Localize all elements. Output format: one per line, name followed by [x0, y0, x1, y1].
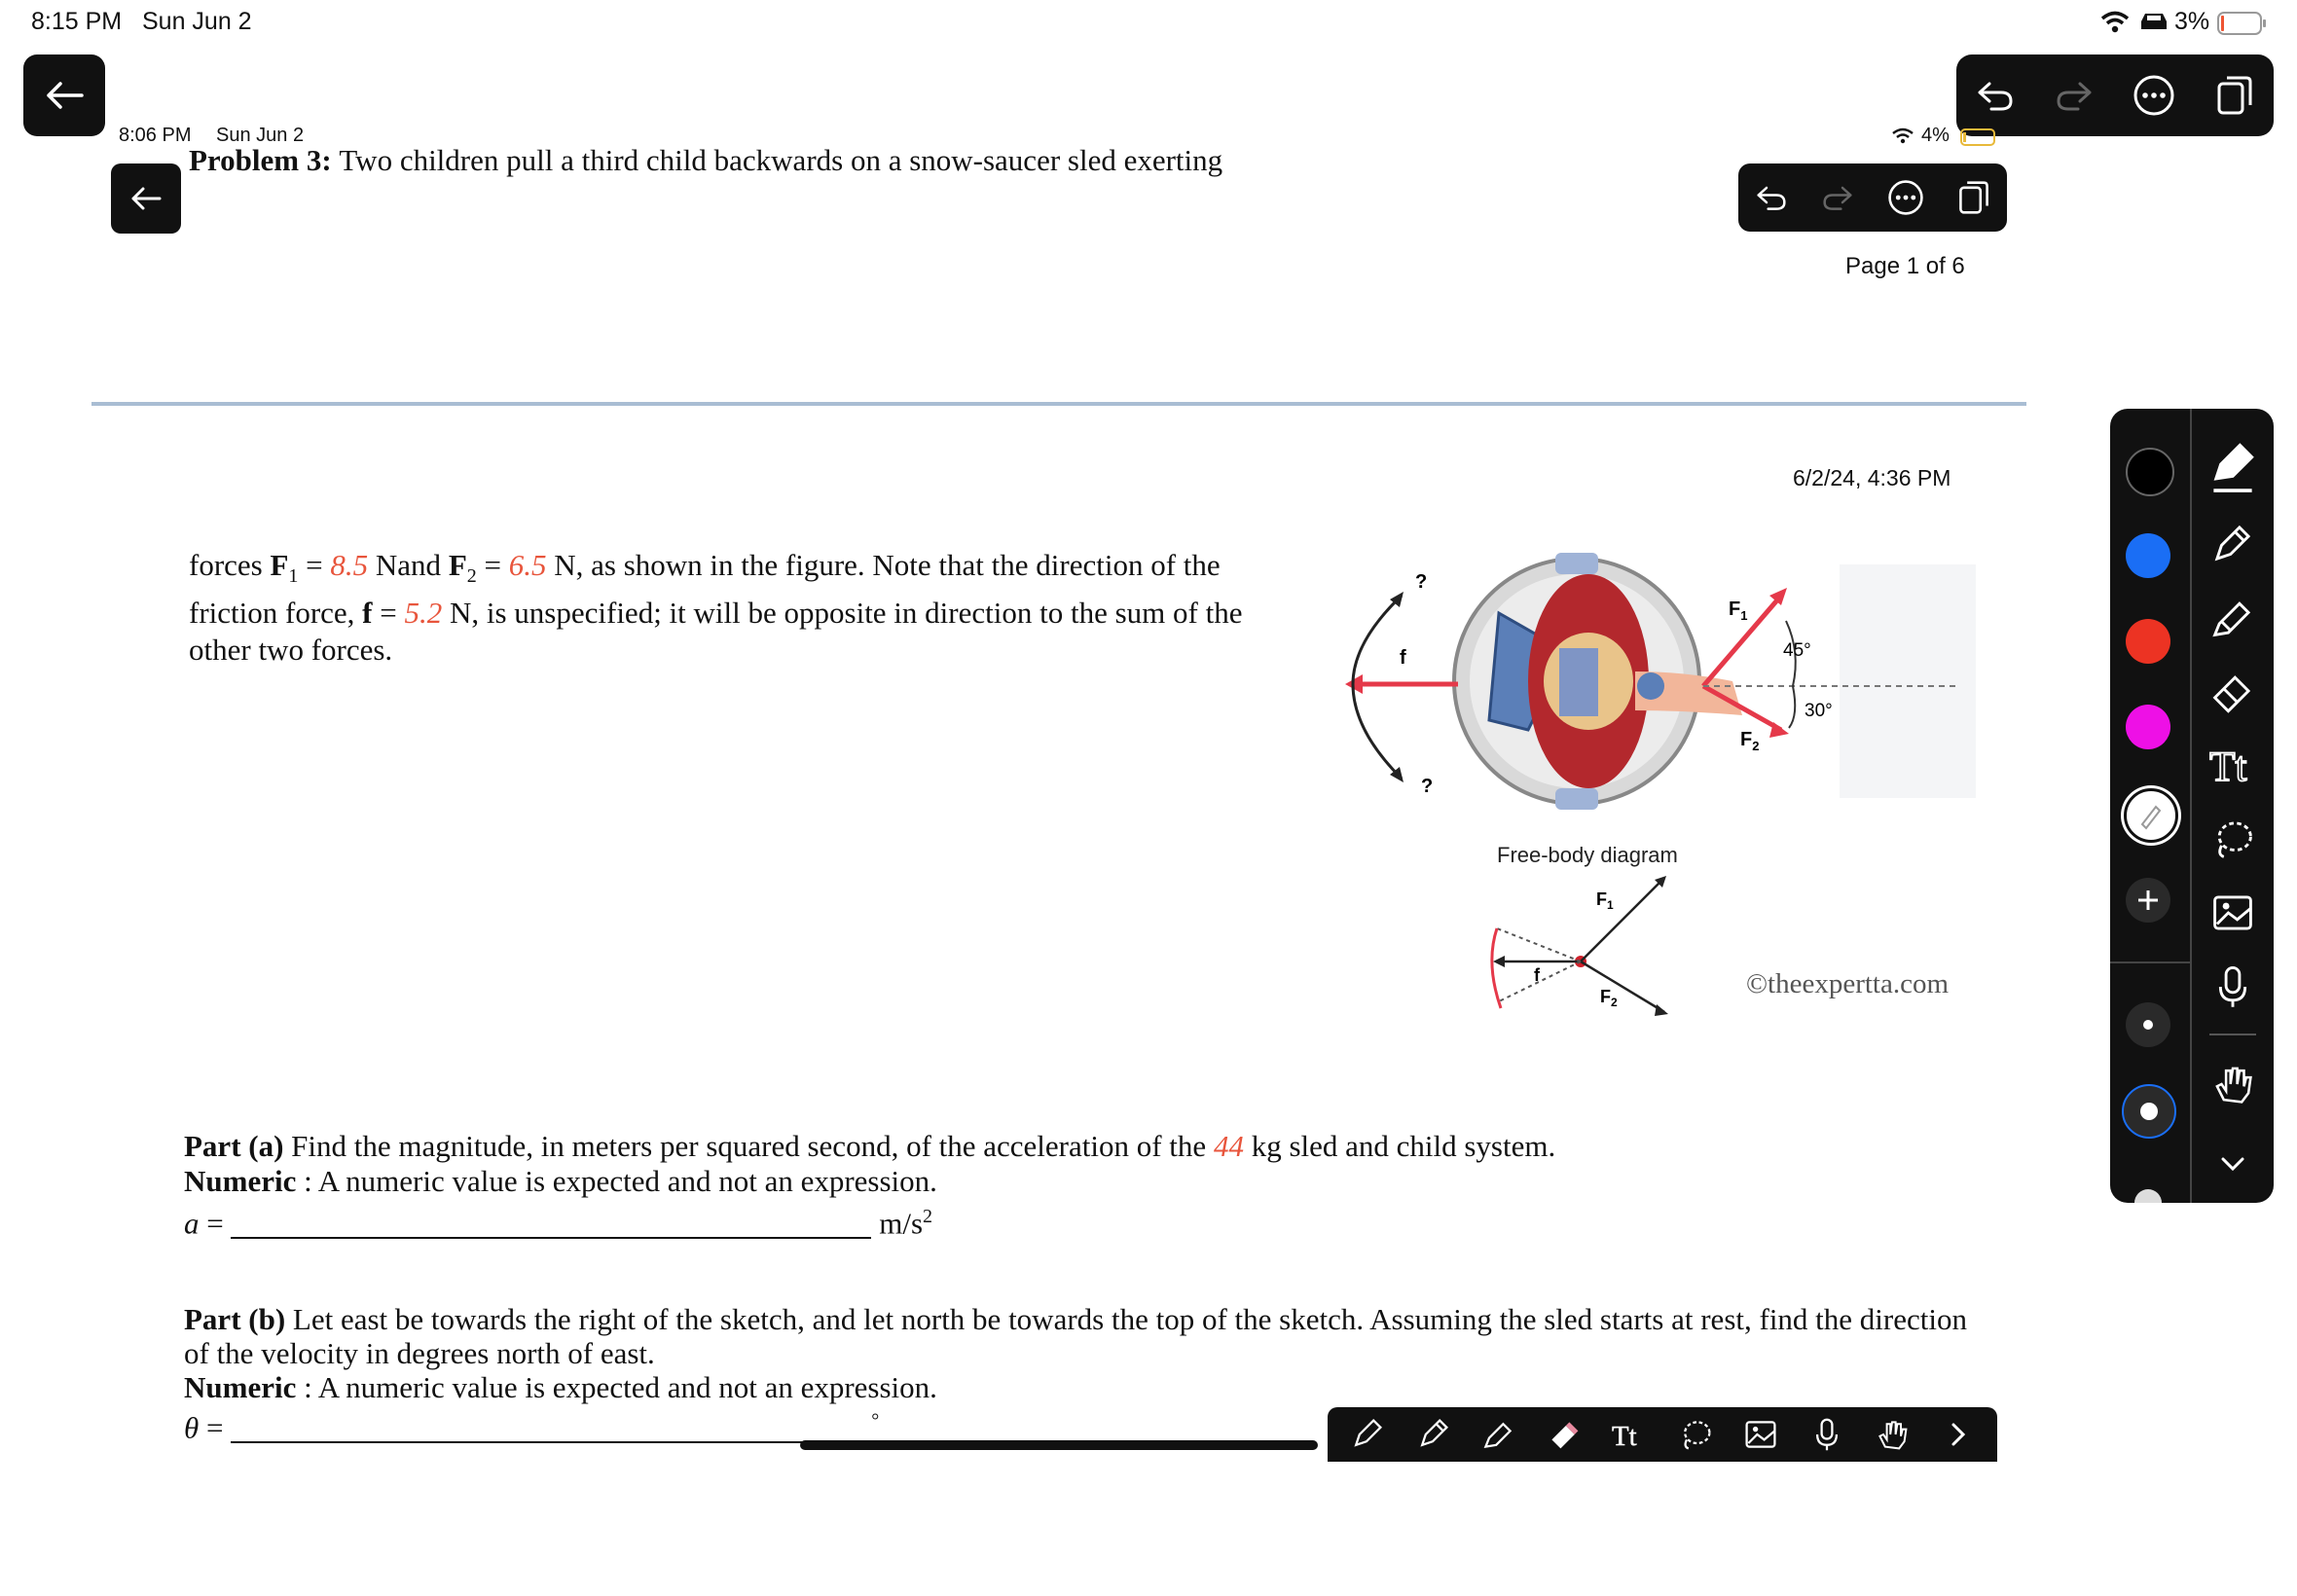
bottom-toolbar	[1328, 1407, 1997, 1462]
bottom-eraser-tool[interactable]	[1538, 1408, 1590, 1461]
bottom-pencil-tool[interactable]	[1406, 1408, 1459, 1461]
top-toolbar	[1956, 54, 2274, 136]
figure-label-q1: ?	[1415, 571, 1428, 593]
tool-palette	[2110, 409, 2274, 1203]
fbd-f2-arrow	[1581, 961, 1664, 1012]
fbd-label-F1: F	[1596, 889, 1607, 909]
wifi-icon	[2100, 10, 2130, 33]
lasso-tool[interactable]	[2204, 810, 2262, 868]
friction-value: 5.2	[404, 596, 443, 631]
fbd-label-F2: F	[1600, 987, 1611, 1006]
palette-color-divider	[2110, 961, 2190, 963]
home-indicator	[800, 1440, 1318, 1450]
plus-icon	[2126, 878, 2170, 923]
inner-back-button[interactable]	[111, 163, 181, 234]
status-time: 8:15 PM	[31, 8, 123, 35]
fbd-label-F2-sub: 2	[1611, 996, 1618, 1009]
inner-redo-button[interactable]	[1821, 183, 1854, 212]
color-blue[interactable]	[2126, 533, 2170, 578]
redo-button[interactable]	[2055, 78, 2094, 113]
chevron-down-icon[interactable]	[2204, 1135, 2262, 1193]
f2-value: 6.5	[508, 548, 547, 582]
fbd-f1-arrow	[1581, 878, 1664, 961]
part-a-numeric: Numeric : A numeric value is expected and not an expression.	[184, 1164, 937, 1198]
problem-text	[189, 547, 1242, 669]
car-icon	[2137, 10, 2170, 33]
svg-text:F1	[1596, 889, 1614, 912]
part-b-answer-row: θ = °	[184, 1410, 880, 1445]
fbd-label-F1-sub: 1	[1607, 898, 1614, 912]
inner-undo-button[interactable]	[1755, 183, 1788, 212]
bottom-highlighter-tool[interactable]	[1472, 1408, 1524, 1461]
page-indicator: Page 1 of 6	[1845, 253, 1965, 279]
mass-value: 44	[1213, 1129, 1244, 1163]
problem-intro: Two children pull a third child backwards on a snow-saucer sled exerting	[339, 143, 1223, 177]
part-b-numeric: Numeric : A numeric value is expected and not an expression.	[184, 1370, 937, 1404]
figure-angle-30: 30°	[1805, 701, 1833, 721]
problem-line-3: other two forces.	[189, 633, 393, 668]
inner-status-date: Sun Jun 2	[216, 125, 305, 146]
eraser-tool[interactable]	[2204, 662, 2262, 720]
part-a-question: Part (a) Find the magnitude, in meters per squared second, of the acceleration of the 44 kg sled and child system.	[184, 1129, 1556, 1163]
battery-icon	[2217, 12, 2268, 35]
sled-figure	[1333, 545, 1976, 1032]
problem-line-1: forces $F_1 = 8.5$ Nand $F_2 = 6.5$ N, as shown in the figure. Note that the direction of the	[189, 548, 1221, 588]
pen-mini-icon	[2127, 791, 2175, 840]
fbd-title: Free-body diagram	[1497, 843, 1678, 867]
answer-a-input[interactable]	[231, 1212, 871, 1239]
pages-button[interactable]	[2215, 74, 2254, 117]
figure-label-F1: F	[1729, 598, 1741, 620]
battery-percent: 3%	[2174, 8, 2210, 35]
inner-wifi-icon	[1892, 127, 1914, 144]
add-color-button[interactable]	[2126, 878, 2170, 923]
inner-battery-icon	[1960, 128, 1999, 146]
part-a	[184, 1129, 1555, 1241]
arrow-left-icon	[45, 81, 84, 110]
thickness-medium-selected[interactable]	[2122, 1084, 2176, 1139]
dot-medium-icon	[2124, 1086, 2174, 1137]
more-options-button[interactable]	[2133, 74, 2175, 117]
svg-text:F2	[1740, 729, 1759, 753]
watermark: ©theexpertta.com	[1746, 968, 1950, 999]
back-button[interactable]	[23, 54, 105, 136]
text-tool[interactable]	[2204, 736, 2262, 794]
tools-separator	[2209, 1034, 2256, 1035]
bottom-image-tool[interactable]	[1734, 1408, 1787, 1461]
bottom-text-tool[interactable]	[1603, 1408, 1656, 1461]
inner-more-options-button[interactable]	[1887, 179, 1924, 216]
thickness-large[interactable]	[2130, 1174, 2167, 1203]
inner-arrow-left-icon	[130, 187, 162, 210]
undo-button[interactable]	[1976, 78, 2015, 113]
microphone-tool[interactable]	[2204, 958, 2262, 1016]
dot-large-icon	[2130, 1174, 2167, 1203]
status-date: Sun Jun 2	[142, 8, 252, 35]
part-a-answer-row: $a = m/s^2$	[184, 1206, 933, 1241]
figure-label-q2: ?	[1421, 776, 1434, 797]
svg-text:F1	[1729, 598, 1747, 623]
palette-divider	[2190, 409, 2192, 1203]
pencil-tool[interactable]	[2204, 514, 2262, 572]
svg-text:Tt: Tt	[2209, 744, 2247, 787]
bottom-microphone-tool[interactable]	[1801, 1408, 1853, 1461]
bottom-pen-tool[interactable]	[1340, 1408, 1393, 1461]
image-tool[interactable]	[2204, 884, 2262, 942]
figure-label-f: f	[1400, 647, 1406, 669]
problem-heading	[189, 142, 1222, 179]
f1-value: 8.5	[330, 548, 369, 582]
thickness-small[interactable]	[2126, 1002, 2170, 1047]
fbd-label-f: f	[1534, 965, 1540, 985]
figure-label-F2: F	[1740, 729, 1753, 750]
figure-label-F2-sub: 2	[1752, 739, 1760, 753]
inner-battery-percent: 4%	[1921, 125, 1950, 146]
hand-tool[interactable]	[2204, 1055, 2262, 1113]
color-black[interactable]	[2126, 448, 2174, 496]
dot-small-icon	[2126, 1002, 2170, 1047]
problem-line-2: friction force, f = 5.2 N, is unspecified; it will be opposite in direction to the sum of the	[189, 596, 1243, 631]
page-divider	[91, 402, 2026, 406]
figure-label-F1-sub: 1	[1740, 608, 1748, 623]
inner-pages-button[interactable]	[1957, 179, 1990, 216]
bottom-lasso-tool[interactable]	[1669, 1408, 1722, 1461]
bottom-chevron-right-icon[interactable]	[1932, 1408, 1985, 1461]
timestamp: 6/2/24, 4:36 PM	[1793, 465, 1951, 490]
part-b-question: Part (b) Let east be towards the right of the sketch, and let north be towards the top of the sketch. Assuming the sled starts at rest, find the direction	[184, 1302, 1967, 1336]
figure-angle-45: 45°	[1783, 640, 1811, 661]
problem-label: Problem 3:	[189, 143, 332, 177]
svg-text:Tt: Tt	[1612, 1420, 1637, 1452]
highlighter-tool[interactable]	[2204, 588, 2262, 646]
answer-b-input[interactable]	[231, 1416, 871, 1443]
inner-status-time: 8:06 PM	[119, 125, 192, 146]
color-red[interactable]	[2126, 619, 2170, 664]
pen-tool[interactable]	[2204, 440, 2262, 498]
inner-top-toolbar	[1738, 163, 2007, 232]
svg-text:F2	[1600, 987, 1618, 1009]
bottom-hand-tool[interactable]	[1866, 1408, 1918, 1461]
part-b-question-2: of the velocity in degrees north of east.	[184, 1336, 655, 1370]
color-white-selected[interactable]	[2124, 788, 2178, 843]
color-magenta[interactable]	[2126, 705, 2170, 749]
